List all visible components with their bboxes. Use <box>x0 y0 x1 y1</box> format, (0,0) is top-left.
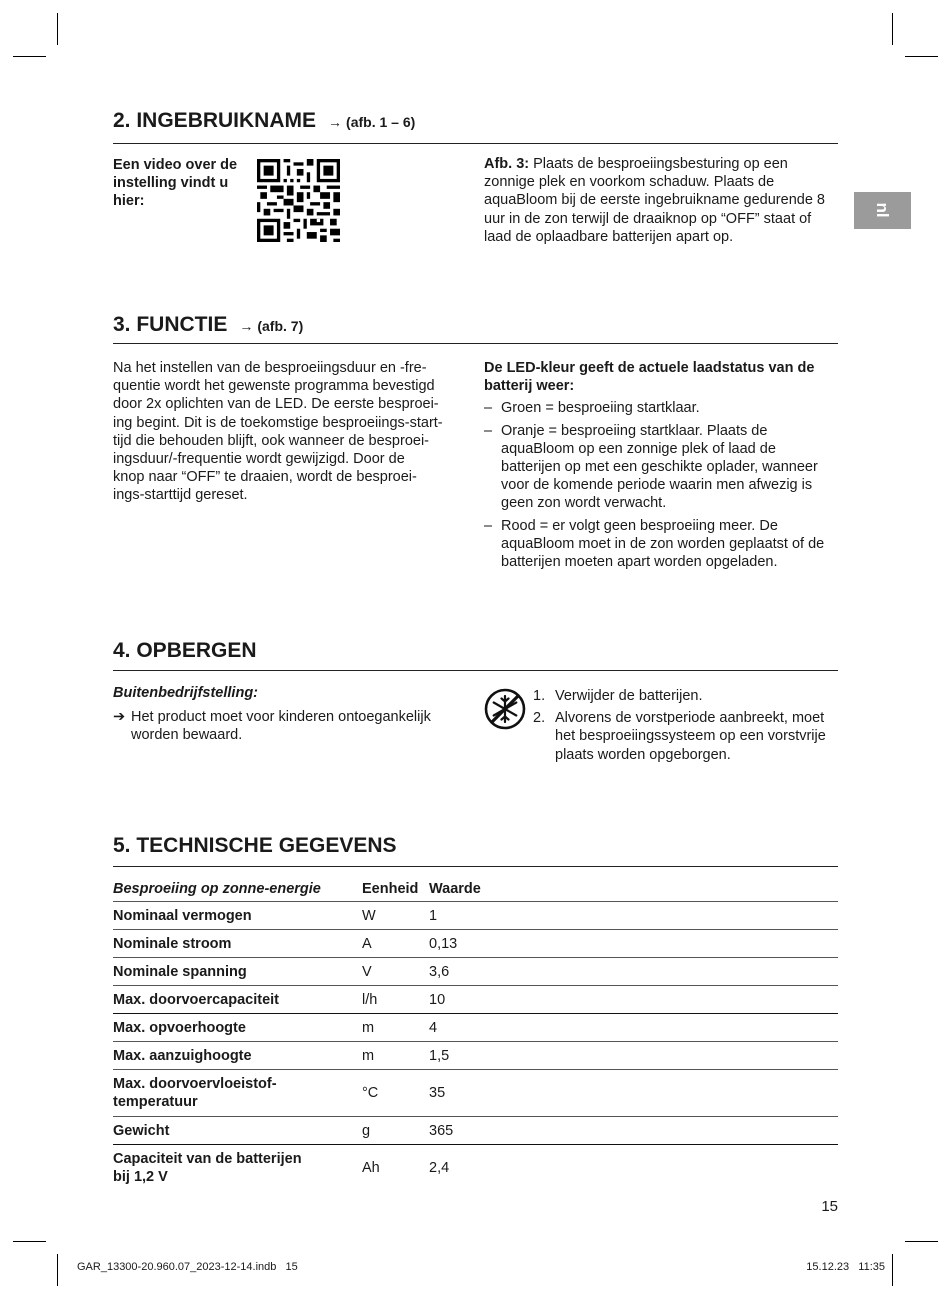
section-4-rule <box>113 670 838 671</box>
led-status-block <box>484 359 834 575</box>
table-row <box>113 1014 838 1042</box>
table-cell: m <box>362 1042 429 1070</box>
table-cell: A <box>362 930 429 958</box>
section-4-title: 4. OPBERGEN <box>113 639 257 662</box>
crop-mark <box>892 13 893 45</box>
list-item: – Oranje = besproeiing startklaar. Plaats de aquaBloom op een zonnige plek of laad de batterijen op met een geschikte oplader, wanneer voor de komende periode waarin men afwezig is geen zon wordt verwacht. <box>484 422 818 512</box>
language-tab <box>854 192 911 229</box>
column-header: Besproeiing op zonne-energie <box>113 880 321 897</box>
column-header: Waarde <box>429 880 481 897</box>
technical-data-table <box>113 876 838 1191</box>
section-2-rule <box>113 143 838 144</box>
section-3-heading <box>113 313 303 338</box>
paragraph-line: door 2x oplichten van de LED. De eerste besproei- <box>113 396 439 413</box>
afb3-text: Plaats de besproeiingsbesturing op een zonnige plek en voorkom schaduw. Plaats de aquaBloom bij de eerste ingebruikname gedurende 8 uur in de zon terwijl de draaiknop op “OFF” staat of laad de oplaadbare batterijen apart op. <box>484 156 825 245</box>
dash-bullet: – <box>484 400 493 417</box>
language-tab-label: nl <box>873 202 892 218</box>
afb3-label: Afb. 3: <box>484 156 530 172</box>
table-header-row <box>113 876 838 902</box>
list-item: – Groen = besproeiing startklaar. <box>484 400 700 417</box>
section-3-title: 3. FUNCTIE <box>113 313 228 336</box>
arrow-right-icon: → <box>328 114 343 130</box>
paragraph-line: knop naar “OFF” te draaien, wordt de besproei- <box>113 469 417 486</box>
table-cell: 4 <box>429 1014 838 1042</box>
crop-mark <box>57 13 58 45</box>
table-cell: Max. opvoerhoogte <box>113 1014 362 1042</box>
table-row <box>113 1042 838 1070</box>
section-5-rule <box>113 866 838 867</box>
page-number: 15 <box>821 1198 838 1215</box>
footer-date: 15.12.23 11:35 <box>806 1261 885 1273</box>
footer-file: GAR_13300-20.960.07_2023-12-14.indb 15 <box>77 1261 298 1273</box>
table-cell: 10 <box>429 986 838 1014</box>
table-row <box>113 930 838 958</box>
storage-steps <box>533 687 833 768</box>
table-cell: Capaciteit van de batterijen bij 1,2 V <box>113 1145 362 1192</box>
storage-left-block <box>113 684 468 749</box>
table-cell: 0,13 <box>429 930 838 958</box>
column-header: Eenheid <box>362 880 419 897</box>
section-5-title: 5. TECHNISCHE GEGEVENS <box>113 834 397 857</box>
table-cell: m <box>362 1014 429 1042</box>
dash-bullet: – <box>484 517 493 534</box>
paragraph-line: quentie wordt het gewenste programma bevestigd <box>113 378 435 395</box>
list-item: 2. Alvorens de vorstperiode aanbreekt, moet het besproeiingssysteem op een vorstvrije plaats worden opgeborgen. <box>533 710 826 763</box>
step-number: 1. <box>533 688 546 704</box>
table-cell: 365 <box>429 1117 838 1145</box>
paragraph-line: tijd die behouden blijft, ook wanneer de besproei- <box>113 432 429 449</box>
table-cell: Max. doorvoercapaciteit <box>113 986 362 1014</box>
section-3-ref: → (afb. 7) <box>239 318 304 334</box>
table-row <box>113 902 838 930</box>
table-cell: Max. aanzuighoogte <box>113 1042 362 1070</box>
crop-mark <box>892 1254 893 1286</box>
arrow-right-icon: → <box>239 318 254 334</box>
table-row <box>113 1145 838 1192</box>
table-cell: W <box>362 902 429 930</box>
paragraph-line: Na het instellen van de besproeiingsduur en -fre- <box>113 360 427 376</box>
section-2-ref: → (afb. 1 – 6) <box>328 114 416 130</box>
table-cell: g <box>362 1117 429 1145</box>
paragraph-line: ings-starttijd gereset. <box>113 487 248 504</box>
table-row <box>113 986 838 1014</box>
table-cell: Max. doorvoervloeistof- temperatuur <box>113 1070 362 1117</box>
table-row <box>113 1070 838 1117</box>
led-heading: De LED-kleur geeft de actuele laadstatus van de batterij weer: <box>484 360 815 395</box>
no-frost-icon <box>484 688 526 730</box>
video-text: Een video over de instelling vindt u hier: <box>113 157 238 210</box>
table-cell: 35 <box>429 1070 838 1117</box>
paragraph-line: ing begint. Dit is de toekomstige besproeiings-start- <box>113 414 443 431</box>
table-cell: 3,6 <box>429 958 838 986</box>
table-cell: Nominale stroom <box>113 930 362 958</box>
table-cell: V <box>362 958 429 986</box>
storage-subheading: Buitenbedrijfstelling: <box>113 685 258 701</box>
table-cell: 1 <box>429 902 838 930</box>
table-cell: 2,4 <box>429 1145 838 1192</box>
crop-mark <box>57 1254 58 1286</box>
dash-bullet: – <box>484 422 493 439</box>
table-cell: °C <box>362 1070 429 1117</box>
table-row <box>113 958 838 986</box>
afb3-paragraph <box>484 155 839 246</box>
table-cell: 1,5 <box>429 1042 838 1070</box>
table-cell: Gewicht <box>113 1117 362 1145</box>
table-cell: Nominale spanning <box>113 958 362 986</box>
arrow-item: ➔ Het product moet voor kinderen ontoegankelijk worden bewaard. <box>113 709 431 744</box>
paragraph-line: ingsduur/-frequentie wordt gewijzigd. Door de <box>113 451 405 468</box>
table-row <box>113 1117 838 1145</box>
table-cell: Nominaal vermogen <box>113 902 362 930</box>
list-item: 1. Verwijder de batterijen. <box>533 688 703 704</box>
table-cell: Ah <box>362 1145 429 1192</box>
crop-mark <box>905 56 938 57</box>
qr-code-icon <box>257 159 340 242</box>
step-number: 2. <box>533 710 546 727</box>
list-item: – Rood = er volgt geen besproeiing meer. De aquaBloom moet in de zon worden geplaatst of de batterijen moeten apart worden opgeladen. <box>484 517 825 571</box>
crop-mark <box>905 1241 938 1242</box>
section-2-heading <box>113 109 415 134</box>
function-paragraph <box>113 359 473 505</box>
section-3-rule <box>113 343 838 344</box>
crop-mark <box>13 1241 46 1242</box>
arrow-right-icon: ➔ <box>113 709 126 726</box>
table-cell: l/h <box>362 986 429 1014</box>
crop-mark <box>13 56 46 57</box>
section-2-title: 2. INGEBRUIKNAME <box>113 109 317 132</box>
